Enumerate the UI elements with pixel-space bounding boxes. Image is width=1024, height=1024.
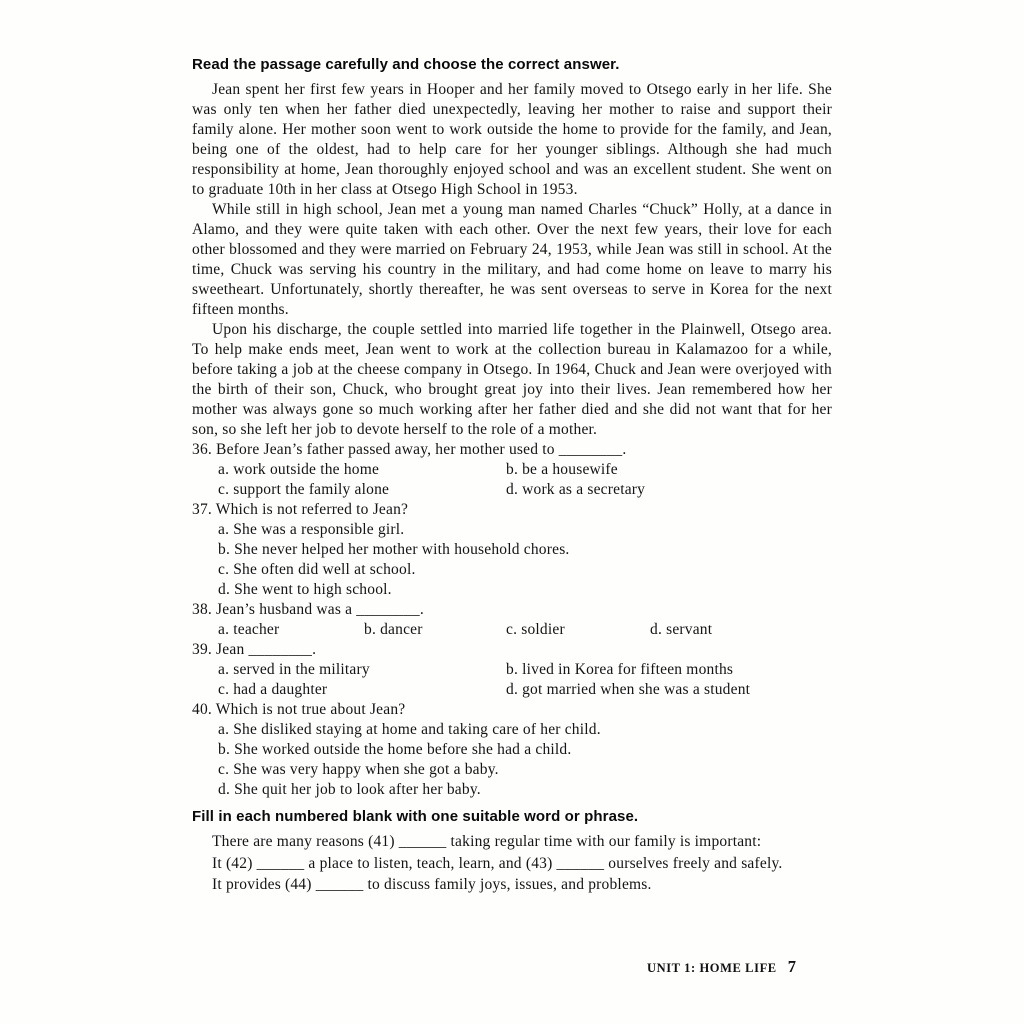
question-39-options — [192, 660, 832, 700]
question-37 — [192, 500, 832, 600]
question-36 — [192, 440, 832, 500]
question-36-options — [192, 460, 832, 500]
unit-label: UNIT 1: HOME LIFE — [646, 961, 777, 975]
fill-line-44: It provides (44) ______ to discuss family joys, issues, and problems. — [212, 876, 652, 893]
question-37-option-b: b. She never helped her mother with household chores. — [218, 541, 570, 558]
question-39 — [192, 640, 832, 700]
passage-paragraph-1: Jean spent her first few years in Hooper and her family moved to Otsego early in her life. She was only ten when her father died unexpectedly, leaving her mother to raise and support their family alone. Her mother soon went to work outside the home to provide for the family, and Jean, being one of the oldest, had to help care for her younger siblings. Although she had much responsibility at home, Jean thoroughly enjoyed school and was an excellent student. She went on to graduate 10th in her class at Otsego High School in 1953. — [192, 81, 832, 198]
page-number: 7 — [787, 957, 796, 976]
question-39-option-b: b. lived in Korea for fifteen months — [506, 661, 734, 678]
question-37-option-c: c. She often did well at school. — [218, 561, 416, 578]
question-39-option-a: a. served in the military — [218, 661, 370, 678]
question-37-option-d: d. She went to high school. — [218, 581, 392, 598]
questions-list — [192, 440, 832, 800]
question-37-options — [192, 520, 832, 600]
page-content — [192, 56, 832, 896]
question-37-text: 37. Which is not referred to Jean? — [192, 501, 409, 518]
question-38-text: 38. Jean’s husband was a ________. — [192, 601, 424, 618]
question-36-option-c: c. support the family alone — [218, 481, 390, 498]
question-36-option-b: b. be a housewife — [506, 461, 618, 478]
fill-section-heading: Fill in each numbered blank with one suitable word or phrase. — [192, 808, 639, 825]
question-40-option-d: d. She quit her job to look after her baby. — [218, 781, 481, 798]
question-40 — [192, 700, 832, 800]
question-38-option-d: d. servant — [650, 621, 713, 638]
question-40-option-b: b. She worked outside the home before she had a child. — [218, 741, 572, 758]
question-36-option-a: a. work outside the home — [218, 461, 380, 478]
question-40-option-c: c. She was very happy when she got a baby. — [218, 761, 499, 778]
passage-paragraph-2: While still in high school, Jean met a young man named Charles “Chuck” Holly, at a dance in Alamo, and they were quite taken with each other. Over the next few years, their love for each other blossomed and they were married on February 24, 1953, while Jean was still in school. At the time, Chuck was serving his country in the military, and had come home on leave to marry his sweetheart. Unfortunately, shortly thereafter, he was sent overseas to serve in Korea for the next fifteen months. — [192, 201, 832, 318]
question-36-text: 36. Before Jean’s father passed away, her mother used to ________. — [192, 441, 627, 458]
fill-line-42-43: It (42) ______ a place to listen, teach, learn, and (43) ______ ourselves freely and safely. — [212, 854, 783, 872]
question-38-option-c: c. soldier — [506, 621, 565, 638]
question-40-text: 40. Which is not true about Jean? — [192, 701, 406, 718]
page-footer — [647, 957, 796, 977]
question-39-option-c: c. had a daughter — [218, 681, 328, 698]
question-39-text: 39. Jean ________. — [192, 641, 317, 658]
question-38-option-a: a. teacher — [218, 621, 280, 638]
fill-line-41: There are many reasons (41) ______ taking regular time with our family is important: — [212, 833, 762, 850]
question-38-option-b: b. dancer — [364, 621, 423, 638]
question-40-options — [192, 720, 832, 800]
fill-in-lines — [192, 831, 832, 896]
reading-section-heading: Read the passage carefully and choose the correct answer. — [192, 56, 620, 73]
question-38-options — [192, 620, 832, 640]
question-39-option-d: d. got married when she was a student — [506, 681, 751, 698]
reading-passage — [192, 80, 832, 440]
passage-paragraph-3: Upon his discharge, the couple settled into married life together in the Plainwell, Otsego area. To help make ends meet, Jean went to work at the collection bureau in Kalamazoo for a while, before taking a job at the cheese company in Otsego. In 1964, Chuck and Jean were overjoyed with the birth of their son, Chuck, who brought great joy into their lives. Jean remembered how her mother was always gone so much working after her father died and she did not want that for her son, so she left her job to devote herself to the role of a mother. — [192, 321, 832, 438]
question-36-option-d: d. work as a secretary — [506, 481, 646, 498]
question-40-option-a: a. She disliked staying at home and taking care of her child. — [218, 721, 601, 738]
question-38 — [192, 600, 832, 640]
question-37-option-a: a. She was a responsible girl. — [218, 521, 405, 538]
